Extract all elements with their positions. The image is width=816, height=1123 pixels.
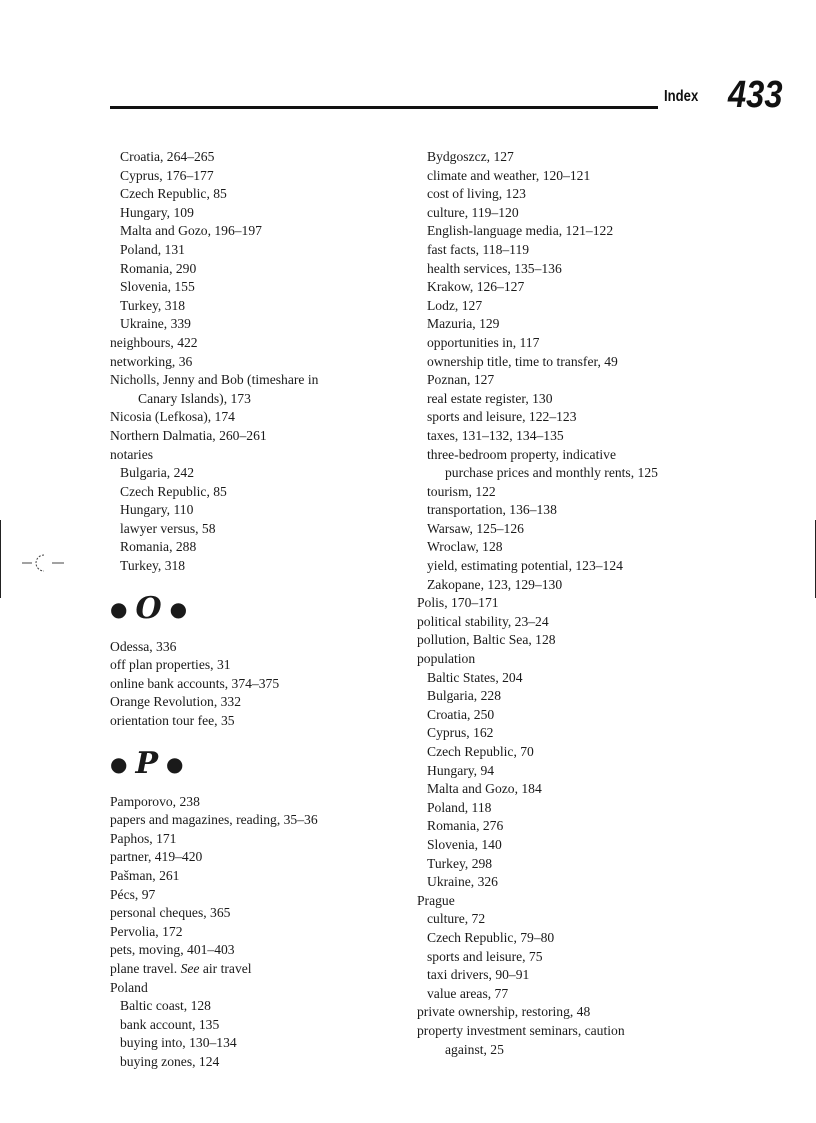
entry-text: Romania, 288	[120, 539, 197, 555]
entry-text: buying zones, 124	[120, 1053, 220, 1069]
entry-text: Paphos, 171	[110, 830, 177, 846]
entry-text: Cyprus, 176–177	[120, 167, 214, 183]
entry-text: personal cheques, 365	[110, 905, 231, 921]
crop-mark-left	[0, 520, 1, 598]
entry-text: Slovenia, 140	[427, 836, 502, 852]
index-subentry	[110, 464, 410, 483]
index-entry	[417, 594, 717, 613]
index-subentry	[417, 315, 717, 334]
entry-text: orientation tour fee, 35	[110, 713, 235, 729]
index-entry	[110, 353, 410, 372]
entry-text: Pécs, 97	[110, 886, 156, 902]
entry-text: Canary Islands), 173	[138, 390, 251, 406]
index-subentry	[417, 446, 717, 465]
entry-text: plane travel.	[110, 960, 178, 976]
entry-text: population	[417, 651, 476, 667]
index-subentry	[110, 390, 410, 409]
entry-text: political stability, 23–24	[417, 613, 549, 629]
entry-text: papers and magazines, reading, 35–36	[110, 812, 318, 828]
entry-text: Odessa, 336	[110, 638, 177, 654]
index-subentry	[110, 185, 410, 204]
index-entry	[110, 675, 410, 694]
index-subentry	[110, 278, 410, 297]
index-group-right	[417, 148, 717, 1059]
index-entry	[110, 712, 410, 731]
entry-text: Krakow, 126–127	[427, 279, 525, 295]
entry-text: Hungary, 94	[427, 762, 495, 778]
entry-text: climate and weather, 120–121	[427, 167, 591, 183]
entry-text: sports and leisure, 122–123	[427, 409, 577, 425]
entry-text: Poznan, 127	[427, 372, 495, 388]
entry-text: pollution, Baltic Sea, 128	[417, 632, 556, 648]
index-subentry	[110, 297, 410, 316]
index-entry	[110, 979, 410, 998]
entry-text: English-language media, 121–122	[427, 223, 614, 239]
entry-text: Croatia, 264–265	[120, 149, 215, 164]
index-subentry	[110, 997, 410, 1016]
index-entry	[110, 656, 410, 675]
entry-text: taxi drivers, 90–91	[427, 967, 530, 983]
entry-text: bank account, 135	[120, 1016, 220, 1032]
entry-text: Czech Republic, 85	[120, 483, 227, 499]
entry-text: Bydgoszcz, 127	[427, 149, 514, 164]
entry-text: sports and leisure, 75	[427, 948, 543, 964]
letter-heading-text: O	[135, 591, 162, 627]
index-subentry	[110, 1053, 410, 1072]
entry-text: health services, 135–136	[427, 260, 562, 276]
index-entry	[110, 886, 410, 905]
entry-text: Poland, 118	[427, 799, 492, 815]
index-subentry	[417, 464, 717, 483]
index-subentry	[417, 873, 717, 892]
entry-text: Pamporovo, 238	[110, 793, 200, 809]
index-subentry	[417, 185, 717, 204]
entry-text: Baltic States, 204	[427, 669, 523, 685]
entry-text: online bank accounts, 374–375	[110, 675, 280, 691]
index-subentry	[417, 780, 717, 799]
index-entry	[110, 941, 410, 960]
index-subentry	[417, 929, 717, 948]
entry-text: Czech Republic, 85	[120, 186, 227, 202]
index-subentry	[417, 985, 717, 1004]
index-entry	[110, 638, 410, 657]
index-subentry	[417, 948, 717, 967]
index-subentry	[417, 706, 717, 725]
entry-text: Warsaw, 125–126	[427, 520, 524, 536]
entry-text: private ownership, restoring, 48	[417, 1004, 591, 1020]
entry-text: opportunities in, 117	[427, 334, 540, 350]
entry-text: Zakopane, 123, 129–130	[427, 576, 563, 592]
index-group-n	[110, 148, 410, 576]
index-subentry	[110, 241, 410, 260]
index-entry	[110, 923, 410, 942]
letter-heading-p	[110, 731, 410, 793]
index-subentry	[417, 371, 717, 390]
index-subentry	[110, 260, 410, 279]
entry-text: Bulgaria, 242	[120, 465, 194, 481]
entry-text: Orange Revolution, 332	[110, 694, 242, 710]
entry-text: Lodz, 127	[427, 297, 483, 313]
index-entry	[110, 334, 410, 353]
index-subentry	[417, 669, 717, 688]
index-subentry	[110, 315, 410, 334]
page-number: 433	[728, 74, 783, 116]
entry-text: property investment seminars, caution	[417, 1022, 625, 1038]
entry-text: Turkey, 318	[120, 558, 186, 574]
index-subentry	[417, 148, 717, 167]
index-subentry	[417, 855, 717, 874]
bullet-icon: ●	[169, 596, 188, 621]
index-subentry	[417, 557, 717, 576]
index-subentry	[417, 483, 717, 502]
index-subentry	[110, 483, 410, 502]
index-subentry	[417, 260, 717, 279]
index-subentry	[417, 353, 717, 372]
entry-text: Polis, 170–171	[417, 595, 499, 611]
entry-text: fast facts, 118–119	[427, 241, 530, 257]
header-section-title: Index	[664, 88, 699, 105]
entry-text: Poland, 131	[120, 241, 185, 257]
entry-text: transportation, 136–138	[427, 502, 557, 518]
entry-text: Ukraine, 326	[427, 874, 498, 890]
index-entry	[417, 1022, 717, 1041]
entry-text: Pašman, 261	[110, 868, 180, 883]
index-subentry	[417, 966, 717, 985]
entry-text: Turkey, 298	[427, 855, 493, 871]
index-subentry	[417, 427, 717, 446]
entry-text: partner, 419–420	[110, 849, 203, 865]
entry-text: Romania, 276	[427, 818, 504, 834]
index-entry	[110, 811, 410, 830]
index-subentry	[110, 538, 410, 557]
entry-text: neighbours, 422	[110, 334, 198, 350]
entry-text: Romania, 290	[120, 260, 197, 276]
index-subentry	[417, 1041, 717, 1060]
index-subentry	[417, 501, 717, 520]
entry-text: Czech Republic, 79–80	[427, 929, 555, 945]
index-subentry	[417, 241, 717, 260]
index-subentry	[110, 557, 410, 576]
entry-text: networking, 36	[110, 353, 193, 369]
entry-text: Ukraine, 339	[120, 316, 191, 332]
entry-text: Nicosia (Lefkosa), 174	[110, 409, 235, 425]
index-subentry	[417, 167, 717, 186]
entry-text: Northern Dalmatia, 260–261	[110, 427, 267, 443]
entry-text: Mazuria, 129	[427, 316, 500, 332]
index-subentry	[417, 724, 717, 743]
index-subentry	[110, 204, 410, 223]
entry-text: Hungary, 109	[120, 204, 194, 220]
entry-text: Malta and Gozo, 196–197	[120, 223, 262, 239]
entry-text: Poland	[110, 979, 148, 995]
entry-text: value areas, 77	[427, 985, 509, 1001]
entry-text: Bulgaria, 228	[427, 688, 501, 704]
index-entry	[110, 848, 410, 867]
entry-text: Malta and Gozo, 184	[427, 781, 542, 797]
index-subentry	[417, 297, 717, 316]
entry-text: tourism, 122	[427, 483, 496, 499]
bullet-icon: ●	[110, 596, 128, 621]
index-entry	[110, 960, 410, 979]
entry-text: Baltic coast, 128	[120, 998, 211, 1014]
index-entry	[110, 830, 410, 849]
letter-heading-o	[110, 576, 410, 638]
entry-text: Croatia, 250	[427, 706, 495, 722]
index-entry	[417, 631, 717, 650]
index-subentry	[417, 334, 717, 353]
index-subentry	[417, 408, 717, 427]
index-entry	[110, 446, 410, 465]
entry-text: Wroclaw, 128	[427, 539, 503, 555]
index-subentry	[417, 910, 717, 929]
entry-text: Hungary, 110	[120, 502, 194, 518]
entry-text: Prague	[417, 892, 455, 908]
entry-text: Slovenia, 155	[120, 279, 195, 295]
index-column-left	[110, 148, 410, 1072]
index-subentry	[417, 278, 717, 297]
index-entry	[110, 904, 410, 923]
index-subentry	[417, 836, 717, 855]
index-subentry	[110, 1034, 410, 1053]
entry-text: cost of living, 123	[427, 186, 526, 202]
entry-text: taxes, 131–132, 134–135	[427, 427, 564, 443]
index-subentry	[417, 538, 717, 557]
index-subentry	[110, 167, 410, 186]
see-reference-label: See	[180, 960, 200, 976]
index-entry	[110, 693, 410, 712]
index-group-o	[110, 638, 410, 731]
index-entry	[110, 793, 410, 812]
entry-text: notaries	[110, 446, 154, 462]
index-entry	[110, 408, 410, 427]
entry-text: off plan properties, 31	[110, 657, 231, 673]
entry-text: Pervolia, 172	[110, 923, 183, 939]
entry-text: Cyprus, 162	[427, 725, 494, 741]
entry-text: culture, 119–120	[427, 204, 519, 220]
index-group-p	[110, 793, 410, 1072]
entry-text: Nicholls, Jenny and Bob (timeshare in	[110, 372, 319, 388]
entry-text: Czech Republic, 70	[427, 744, 534, 759]
bullet-icon: ●	[166, 751, 184, 776]
index-entry	[417, 650, 717, 669]
entry-text: culture, 72	[427, 911, 486, 927]
index-subentry	[417, 762, 717, 781]
index-subentry	[417, 204, 717, 223]
entry-text: purchase prices and monthly rents, 125	[445, 465, 658, 481]
entry-text: pets, moving, 401–403	[110, 942, 235, 958]
index-subentry	[417, 799, 717, 818]
entry-text: yield, estimating potential, 123–124	[427, 558, 623, 574]
index-subentry	[110, 501, 410, 520]
letter-heading-text: P	[135, 746, 159, 782]
header-rule	[110, 106, 658, 109]
index-subentry	[110, 148, 410, 167]
index-subentry	[417, 743, 717, 762]
index-subentry	[417, 222, 717, 241]
index-subentry	[110, 222, 410, 241]
entry-text: three-bedroom property, indicative	[427, 446, 616, 462]
index-subentry	[417, 817, 717, 836]
entry-text: Turkey, 318	[120, 297, 186, 313]
index-entry	[417, 892, 717, 911]
index-subentry	[417, 390, 717, 409]
see-reference-target: air travel	[202, 960, 252, 976]
index-entry	[110, 427, 410, 446]
registration-mark-icon	[22, 552, 64, 574]
index-entry	[417, 1003, 717, 1022]
entry-text: lawyer versus, 58	[120, 520, 216, 536]
entry-text: against, 25	[445, 1041, 504, 1057]
index-subentry	[110, 1016, 410, 1035]
entry-text: ownership title, time to transfer, 49	[427, 353, 618, 369]
index-entry	[110, 867, 410, 886]
index-subentry	[110, 520, 410, 539]
index-subentry	[417, 576, 717, 595]
index-entry	[110, 371, 410, 390]
entry-text: real estate register, 130	[427, 390, 553, 406]
index-column-right	[417, 148, 717, 1059]
bullet-icon: ●	[110, 751, 128, 776]
index-subentry	[417, 520, 717, 539]
index-entry	[417, 613, 717, 632]
index-subentry	[417, 687, 717, 706]
entry-text: buying into, 130–134	[120, 1035, 237, 1051]
